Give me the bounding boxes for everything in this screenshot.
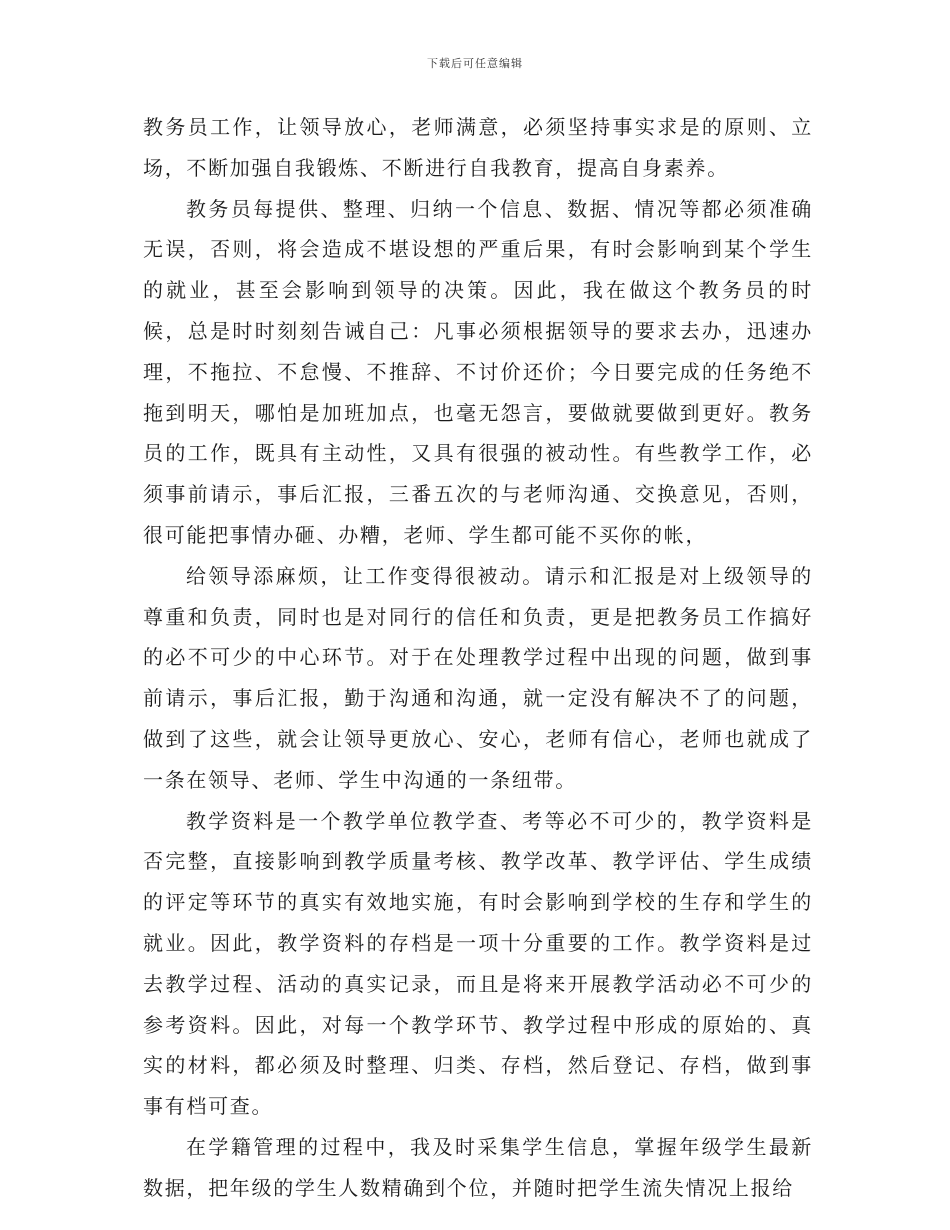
paragraph-2: 教务员每提供、整理、归纳一个信息、数据、情况等都必须准确无误，否则，将会造成不堪设想的严重后果，有时会影响到某个学生的就业，甚至会影响到领导的决策。因此，我在做这个教务员的时候，总是时时刻刻告诫自己：凡事必须根据领导的要求去办，迅速办理，不拖拉、不怠慢、不推辞、不讨价还价；今日要完成的任务绝不拖到明天，哪怕是加班加点，也毫无怨言，要做就要做到更好。教务员的工作，既具有主动性，又具有很强的被动性。有些教学工作，必须事前请示，事后汇报，三番五次的与老师沟通、交换意见，否则，很可能把事情办砸、办糟，老师、学生都可能不买你的帐， bbox=[143, 196, 813, 547]
paragraph-1: 教务员工作，让领导放心，老师满意，必须坚持事实求是的原则、立场，不断加强自我锻炼、不断进行自我教育，提高自身素养。 bbox=[143, 115, 813, 180]
paragraph-3: 给领导添麻烦，让工作变得很被动。请示和汇报是对上级领导的尊重和负责，同时也是对同行的信任和负责，更是把教务员工作搞好的必不可少的中心环节。对于在处理教学过程中出现的问题，做到事前请示，事后汇报，勤于沟通和沟通，就一定没有解决不了的问题，做到了这些，就会让领导更放心、安心，老师有信心，老师也就成了一条在领导、老师、学生中沟通的一条纽带。 bbox=[143, 563, 813, 792]
page-header-note: 下载后可任意编辑 bbox=[427, 57, 523, 70]
paragraph-4: 教学资料是一个教学单位教学查、考等必不可少的，教学资料是否完整，直接影响到教学质量考核、教学改革、教学评估、学生成绩的评定等环节的真实有效地实施，有时会影响到学校的生存和学生的就业。因此，教学资料的存档是一项十分重要的工作。教学资料是过去教学过程、活动的真实记录，而且是将来开展教学活动必不可少的参考资料。因此，对每一个教学环节、教学过程中形成的原始的、真实的材料，都必须及时整理、归类、存档，然后登记、存档，做到事事有档可查。 bbox=[143, 808, 813, 1119]
paragraph-5: 在学籍管理的过程中，我及时采集学生信息，掌握年级学生最新数据，把年级的学生人数精确到个位，并随时把学生流失情况上报给 bbox=[143, 1134, 813, 1200]
document-body bbox=[143, 107, 813, 1209]
